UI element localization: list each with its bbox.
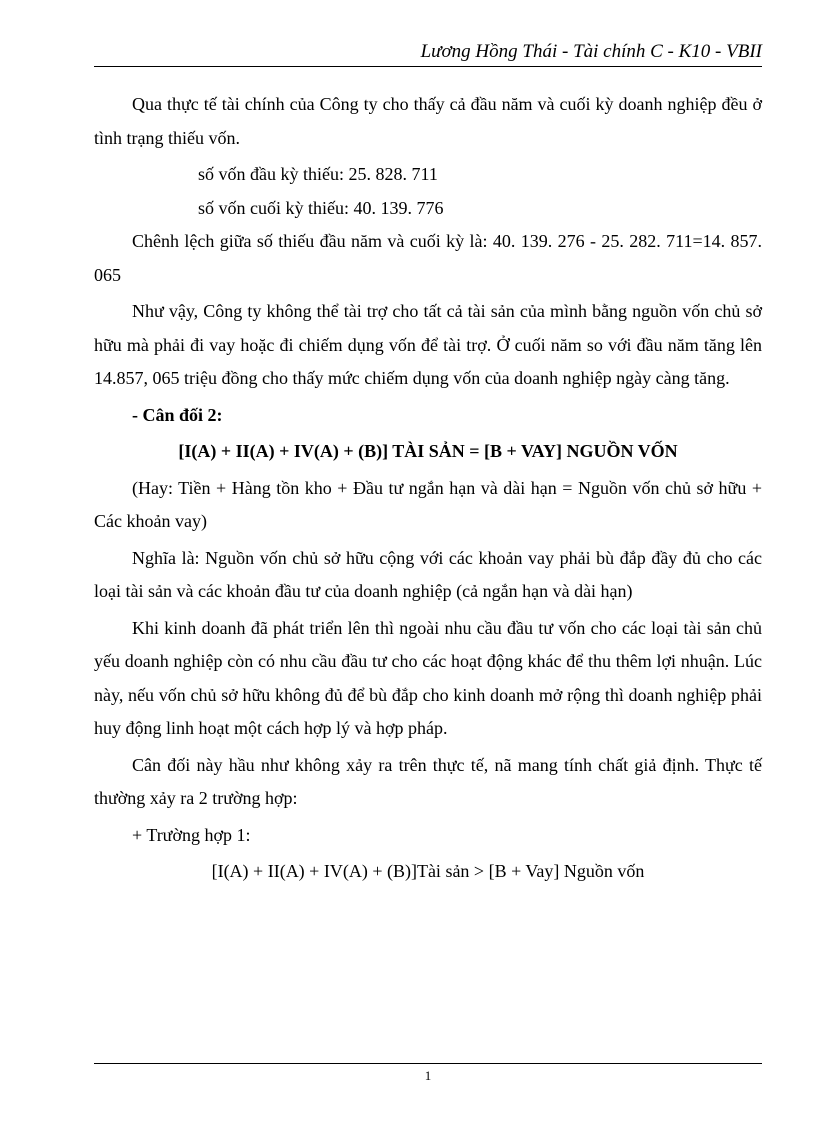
paragraph-meaning: Nghĩa là: Nguồn vốn chủ sở hữu cộng với các khoản vay phải bù đắp đầy đủ cho các loại tài sản và các khoản đầu tư của doanh nghiệp (cả ngắn hạn và dài hạn) xyxy=(94,547,762,601)
paragraph-closing-shortage: số vốn cuối kỳ thiếu: 40. 139. 776 xyxy=(198,197,444,218)
section-heading-balance-2: - Cân đối 2: xyxy=(132,404,223,425)
document-body xyxy=(94,88,762,892)
formula-case-1: [I(A) + II(A) + IV(A) + (B)]Tài sản > [B + Vay] Nguồn vốn xyxy=(211,861,645,881)
header-divider xyxy=(94,66,762,67)
case-1-heading: + Trường hợp 1: xyxy=(132,824,251,845)
paragraph-opening-shortage: số vốn đầu kỳ thiếu: 25. 828. 711 xyxy=(198,164,438,184)
formula-balance-2: [I(A) + II(A) + IV(A) + (B)] TÀI SẢN = [B + VAY] NGUỒN VỐN xyxy=(178,441,678,461)
footer-divider xyxy=(94,1063,762,1064)
paragraph-conclusion: Như vậy, Công ty không thể tài trợ cho tất cả tài sản của mình bằng nguồn vốn chủ sở hữu mà phải đi vay hoặc đi chiếm dụng vốn để tài trợ. Ở cuối năm so với đầu năm tăng lên 14.857, 065 triệu đồng cho thấy mức chiếm dụng vốn của doanh nghiệp ngày càng tăng. xyxy=(94,301,762,388)
paragraph-business-expansion: Khi kinh doanh đã phát triển lên thì ngoài nhu cầu đầu tư vốn cho các loại tài sản chủ yếu doanh nghiệp còn có nhu cầu đầu tư cho các hoạt động khác để thu thêm lợi nhuận. Lúc này, nếu vốn chủ sở hữu không đủ để bù đắp cho kinh doanh mở rộng thì doanh nghiệp phải huy động linh hoạt một cách hợp lý và hợp pháp. xyxy=(94,617,762,738)
paragraph-hypothetical: Cân đối này hầu như không xảy ra trên thực tế, nã mang tính chất giả định. Thực tế thường xảy ra 2 trường hợp: xyxy=(94,754,762,808)
page-number: 1 xyxy=(424,1068,432,1083)
running-header: Lương Hồng Thái - Tài chính C - K10 - VBII xyxy=(420,41,762,62)
paragraph-difference: Chênh lệch giữa số thiếu đầu năm và cuối kỳ là: 40. 139. 276 - 25. 282. 711=14. 857. 065 xyxy=(94,231,762,285)
paragraph-capital-shortage: Qua thực tế tài chính của Công ty cho thấy cả đầu năm và cuối kỳ doanh nghiệp đều ở tình trạng thiếu vốn. xyxy=(94,94,762,148)
paragraph-formula-explanation: (Hay: Tiền + Hàng tồn kho + Đầu tư ngắn hạn và dài hạn = Nguồn vốn chủ sở hữu + Các khoản vay) xyxy=(94,477,762,531)
